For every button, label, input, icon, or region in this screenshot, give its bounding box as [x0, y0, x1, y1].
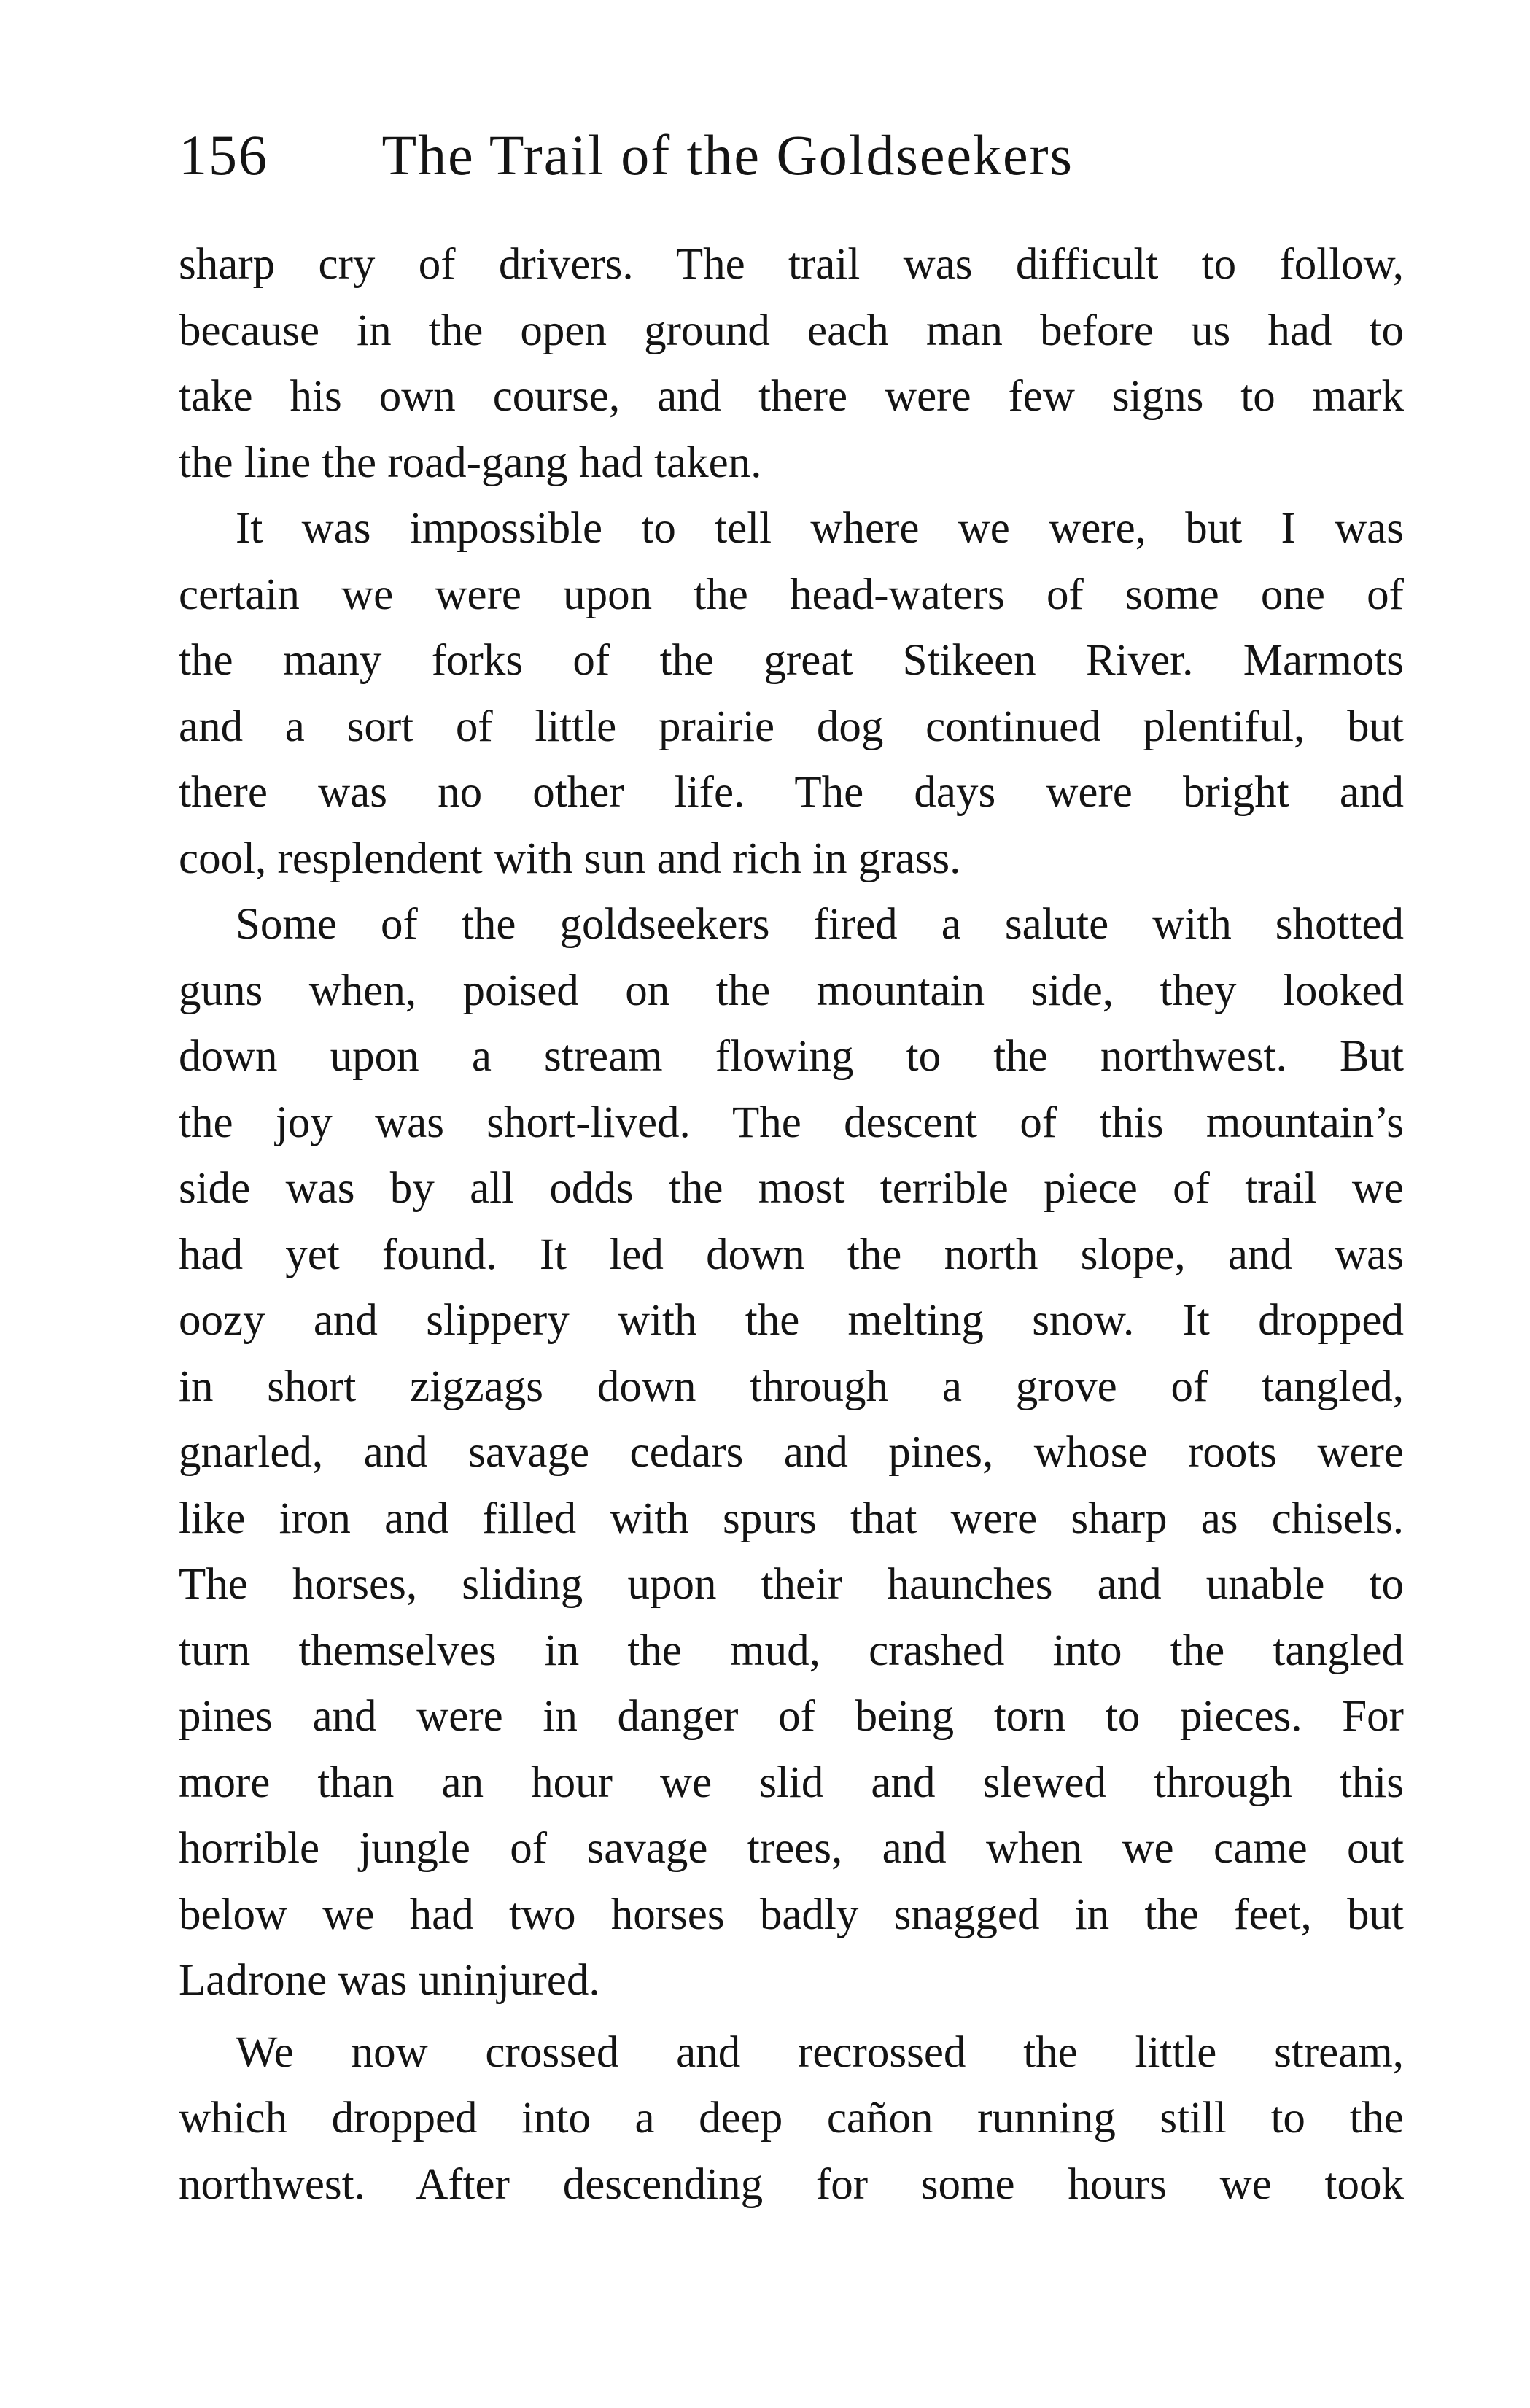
text-line: in short zigzags down through a grove of tangled, — [179, 1362, 1404, 1411]
text-line: turn themselves in the mud, crashed into the tangled — [179, 1626, 1404, 1675]
text-line: like iron and filled with spurs that were sharp as chisels. — [179, 1494, 1404, 1543]
text-line: side was by all odds the most terrible piece of trail we — [179, 1164, 1404, 1213]
book-title: The Trail of the Goldseekers — [381, 123, 1074, 187]
text-line: the many forks of the great Stikeen River. Marmots — [179, 636, 1404, 685]
text-line: We now crossed and recrossed the little stream, — [236, 2027, 1404, 2077]
text-line: below we had two horses badly snagged in the feet, but — [179, 1889, 1404, 1939]
text-line: down upon a stream flowing to the northwest. But — [179, 1032, 1404, 1081]
text-line: northwest. After descending for some hours we took — [179, 2159, 1404, 2209]
text-line: Some of the goldseekers fired a salute with shotted — [236, 900, 1404, 949]
text-line: because in the open ground each man before us had to — [179, 306, 1404, 355]
paragraph-3 — [179, 892, 1404, 2014]
text-line: The horses, sliding upon their haunches and unable to — [179, 1560, 1404, 1609]
text-line: the joy was short-lived. The descent of this mountain’s — [179, 1098, 1404, 1147]
page-number: 156 — [179, 123, 268, 187]
text-line: take his own course, and there were few signs to mark — [179, 372, 1404, 421]
paragraph-2 — [179, 496, 1404, 892]
text-line: cool, resplendent with sun and rich in grass. — [179, 834, 961, 883]
text-line: the line the road-gang had taken. — [179, 438, 762, 487]
text-line: more than an hour we slid and slewed through this — [179, 1758, 1404, 1807]
paragraph-spacing — [179, 2014, 1404, 2020]
paragraph-1 — [179, 232, 1404, 496]
text-line: there was no other life. The days were bright and — [179, 768, 1404, 817]
running-head — [179, 115, 1418, 195]
text-line: oozy and slippery with the melting snow. It dropped — [179, 1296, 1404, 1345]
text-line: gnarled, and savage cedars and pines, whose roots were — [179, 1428, 1404, 1477]
text-line: Ladrone was uninjured. — [179, 1956, 600, 2005]
text-line: horrible jungle of savage trees, and when we came out — [179, 1824, 1404, 1873]
text-line: sharp cry of drivers. The trail was difficult to follow, — [179, 240, 1404, 289]
text-line: guns when, poised on the mountain side, they looked — [179, 966, 1404, 1015]
text-line: pines and were in danger of being torn to pieces. For — [179, 1692, 1404, 1741]
text-line: certain we were upon the head-waters of some one of — [179, 570, 1404, 619]
text-line: and a sort of little prairie dog continued plentiful, but — [179, 702, 1404, 751]
body-text — [179, 232, 1404, 2218]
paragraph-4 — [179, 2020, 1404, 2218]
text-line: It was impossible to tell where we were, but I was — [236, 504, 1404, 553]
text-line: had yet found. It led down the north slope, and was — [179, 1230, 1404, 1279]
text-line: which dropped into a deep cañon running still to the — [179, 2094, 1404, 2143]
